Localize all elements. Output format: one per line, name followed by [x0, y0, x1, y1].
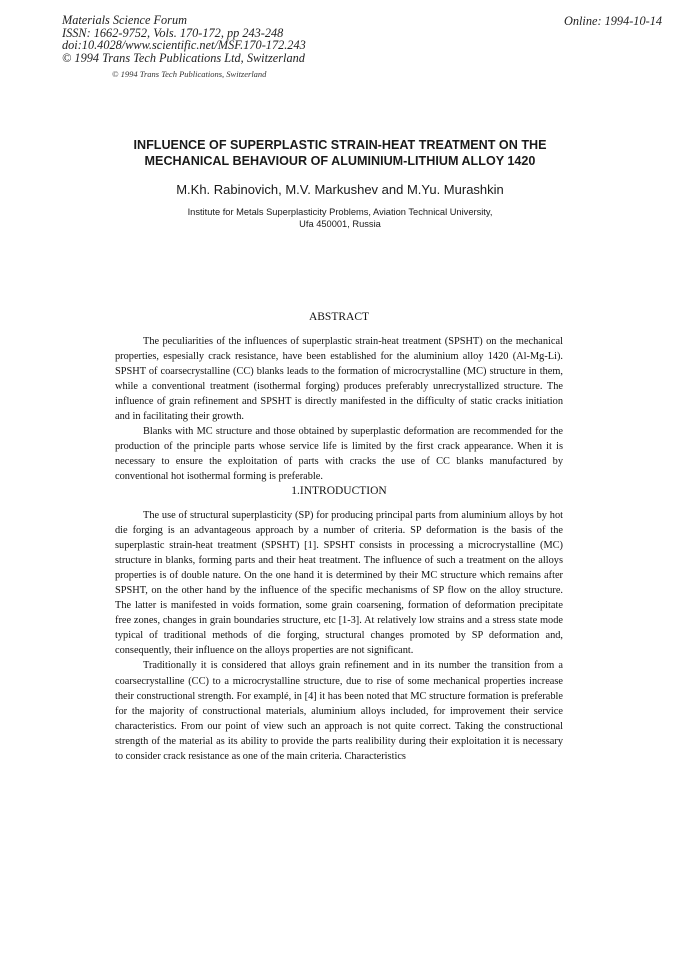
- abstract-heading: ABSTRACT: [308, 311, 370, 323]
- introduction-body: [115, 508, 563, 764]
- copyright-small: © 1994 Trans Tech Publications, Switzerland: [112, 69, 267, 79]
- paper-title: [110, 137, 570, 169]
- affiliation-line-1: Institute for Metals Superplasticity Problems, Aviation Technical University,: [187, 207, 493, 217]
- affiliation-line-2: Ufa 450001, Russia: [299, 219, 381, 229]
- online-date: Online: 1994-10-14: [563, 14, 662, 28]
- affiliation: [110, 206, 570, 230]
- citation-header: [62, 14, 306, 64]
- abstract-paragraph: Blanks with MC structure and those obtained by superplastic deformation are recommended for the production of the principle parts whose service life is limited by the first crack appearance. When it is necessary to ensure the exploitation of parts with cracks the use of CC blanks manufactured by conventional hot isothermal forming is preferable.: [115, 426, 563, 483]
- issn-line: ISSN: 1662-9752, Vols. 170-172, pp 243-248: [62, 25, 284, 40]
- doi-line[interactable]: doi:10.4028/www.scientific.net/MSF.170-172.243: [62, 38, 306, 52]
- introduction-paragraph: Traditionally it is considered that alloys grain refinement and in its number the transition from a coarsecrystalline (CC) to a microcrystalline structure, due to rise of some mechanical properties increase their constructional strength. For examplé, in [4] it has been noted that MC structure formation is preferable for the majority of constructional materials, aluminium alloys included, for improvement their service characteristics. From our point of view such an approach is not quite correct. Taking the constructional strength of the material as its ability to provide the parts realibility during their exploitation it is necessary to consider crack resistance as one of the main criteria. Characteristics: [115, 660, 563, 762]
- title-line-2: MECHANICAL BEHAVIOUR OF ALUMINIUM-LITHIUM ALLOY 1420: [144, 154, 536, 168]
- introduction-heading: 1.INTRODUCTION: [291, 485, 387, 497]
- abstract-body: [115, 334, 563, 484]
- journal-name: Materials Science Forum: [62, 13, 187, 27]
- abstract-paragraph: The peculiarities of the influences of superplastic strain-heat treatment (SPSHT) on the mechanical properties, espesially crack resistance, have been established for the aluminium alloy 1420 (Al-Mg-Li). SPSHT of coarsecrystalline (CC) blanks leads to the formation of microcrystalline (MC) structure in them, while a conventional treatment (isothermal forging) produces preferably unrecrystallized structure. The influence of grain refinement and SPSHT is directly manifested in the difficulty of static cracks initiation and in facilitating their growth.: [115, 336, 563, 423]
- authors: M.Kh. Rabinovich, M.V. Markushev and M.Yu. Murashkin: [176, 182, 504, 197]
- title-line-1: INFLUENCE OF SUPERPLASTIC STRAIN-HEAT TREATMENT ON THE: [133, 138, 547, 152]
- introduction-paragraph: The use of structural superplasticity (SP) for producing principal parts from aluminium alloys by hot die forging is an advantageous approach by a number of criteria. SP deformation is the basis of the superplastic strain-heat treatment (SPSHT) [1]. SPSHT consists in processing a microcrystalline (MC) structure in blanks, forming parts and their heat treatment. The influence of such a treatment on the alloys properties is of double nature. On the one hand it is determined by their MC structure which remains after SPSHT, on the other hand by the influence of the specific mechanisms of SP flow on the alloy structure. The latter is manifested in voids formation, some grain coarsening, formation of deformation precipitate free zones, changes in grain boundaries structure, etc [1-3]. At relatively low strains and a stress state mode typical of traditional methods of die forging, structural changes promoted by SP deformation and, consequently, their influence on the alloys properties are not significant.: [115, 510, 563, 657]
- copyright-line: © 1994 Trans Tech Publications Ltd, Switzerland: [62, 50, 305, 65]
